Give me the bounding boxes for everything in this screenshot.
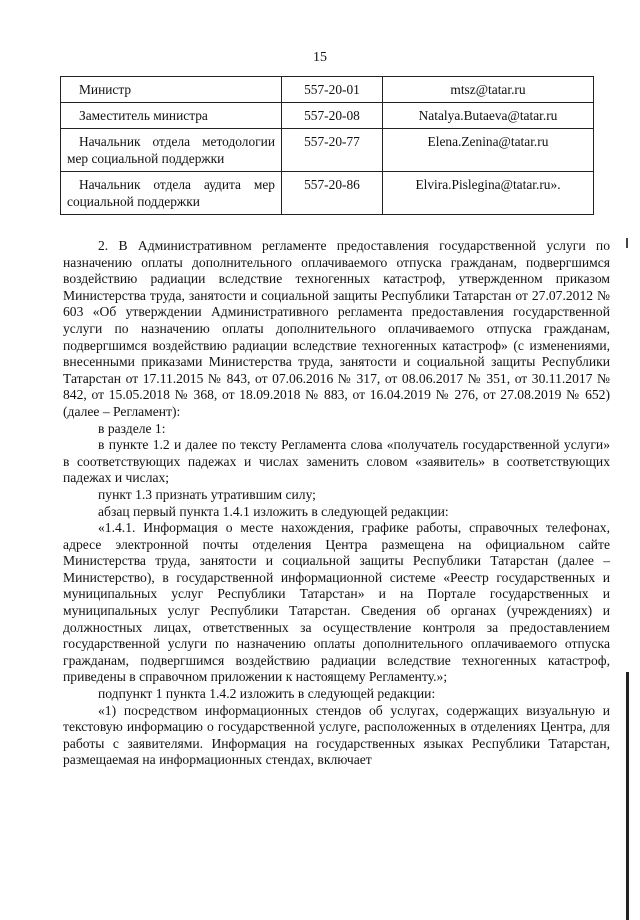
contact-phone: 557-20-08 (282, 103, 383, 129)
paragraph: подпункт 1 пункта 1.4.2 изложить в следующей редакции: (98, 686, 436, 702)
table-row (61, 77, 594, 103)
contact-title: Министр (61, 77, 282, 103)
table-row (61, 172, 594, 215)
paragraph: пункт 1.3 признать утратившим силу; (98, 486, 316, 502)
paragraph: абзац первый пункта 1.4.1 изложить в следующей редакции: (98, 503, 449, 519)
document-body (63, 238, 610, 769)
scan-margin-bar (626, 672, 629, 920)
contact-email: Elena.Zenina@tatar.ru (383, 129, 594, 172)
paragraph: «1) посредством информационных стендов об услугах, содержащих визуальную и текстовую информацию о государственной услуге, расположенных в отделениях Центра, для работы с заявителями. Информация на государственных языках Республики Татарстан, размещаемая на информационных стендах, включает (63, 702, 610, 768)
paragraph: в пункте 1.2 и далее по тексту Регламента слова «получатель государственной услуги» в соответствующих падежах и числах заменить словом «заявитель» в соответствующих падежах и числах; (63, 437, 610, 486)
page-number: 15 (313, 50, 327, 65)
contact-title: Начальник отдела аудита мер социальной поддержки (61, 172, 282, 215)
contact-email: Elvira.Pislegina@tatar.ru». (383, 172, 594, 215)
contact-title: Заместитель министра (61, 103, 282, 129)
contact-email: Natalya.Butaeva@tatar.ru (383, 103, 594, 129)
contact-title: Начальник отдела методологии мер социальной поддержки (61, 129, 282, 172)
contacts-table (60, 76, 594, 215)
contact-phone: 557-20-77 (282, 129, 383, 172)
scan-margin-mark (626, 238, 628, 248)
contact-phone: 557-20-86 (282, 172, 383, 215)
contact-email: mtsz@tatar.ru (383, 77, 594, 103)
table-row (61, 103, 594, 129)
paragraph: в разделе 1: (98, 420, 166, 436)
table-row (61, 129, 594, 172)
paragraph: «1.4.1. Информация о месте нахождения, графике работы, справочных телефонах, адресе электронной почты отделения Центра размещена на официальном сайте Министерства труда, занятости и социальной защиты Республики Татарстан (далее – Министерство), в государственной информационной системе «Реестр государственных и муниципальных услуг Республики Татарстан» и на Портале государственных и муниципальных услуг Республики Татарстан. Сведения об органах (учреждениях) и должностных лицах, ответственных за осуществление контроля за предоставлением государственной услуги по назначению оплаты дополнительного оплачиваемого отпуска гражданам, подвергшимся воздействию радиации вследствие техногенных катастроф, приведены в справочном приложении к настоящему Регламенту.»; (63, 520, 610, 685)
paragraph: 2. В Административном регламенте предоставления государственной услуги по назначению оплаты дополнительного оплачиваемого отпуска гражданам, подвергшимся воздействию радиации вследствие техногенных катастроф, утвержденном приказом Министерства труда, занятости и социальной защиты Республики Татарстан от 27.07.2012 № 603 «Об утверждении Административного регламента предоставления государственной услуги по назначению оплаты дополнительного оплачиваемого отпуска гражданам, подвергшимся воздействию радиации вследствие техногенных катастроф» (с изменениями, внесенными приказами Министерства труда, занятости и социальной защиты Республики Татарстан от 17.11.2015 № 843, от 07.06.2016 № 317, от 08.06.2017 № 351, от 30.11.2017 № 842, от 15.05.2018 № 368, от 18.09.2018 № 883, от 16.04.2019 № 276, от 27.08.2019 № 652) (далее – Регламент): (63, 238, 610, 419)
contact-phone: 557-20-01 (282, 77, 383, 103)
